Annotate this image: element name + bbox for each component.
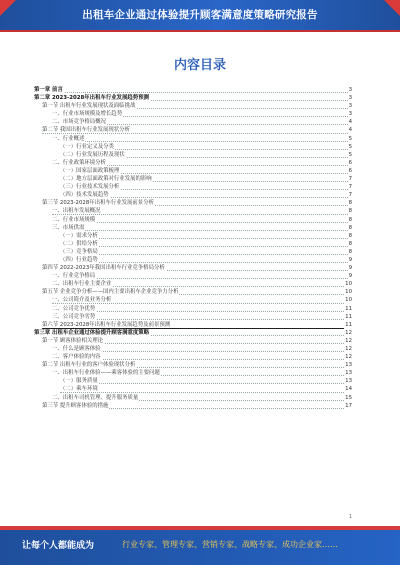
header-corner-left <box>0 0 16 16</box>
toc-entry-page: 10 <box>345 297 352 304</box>
toc-entry[interactable] <box>34 321 352 329</box>
toc-entry-page: 8 <box>348 240 352 247</box>
toc-entry-page: 6 <box>348 159 352 166</box>
toc-entry-title: 一、出租车发展概况 <box>52 208 101 215</box>
toc-entry-title: 第二章 2023-2028年出租车行业发展趋势预测 <box>34 95 149 102</box>
report-title: 出租车企业通过体验提升顾客满意度策略研究报告 <box>82 9 318 21</box>
toc-entry-page: 3 <box>348 87 352 93</box>
toc-entry-title: 第二节 出租车行业的客户体验现状分析 <box>42 362 136 369</box>
toc-leader <box>52 230 352 231</box>
toc-leader <box>52 278 352 279</box>
toc-entry-page: 13 <box>345 370 352 377</box>
toc-entry-page: 12 <box>345 346 352 352</box>
toc-entry[interactable] <box>34 151 352 159</box>
toc-entry-title: 一、行业竞争格局 <box>52 273 96 280</box>
toc-entry-page: 5 <box>348 135 352 142</box>
toc-leader <box>34 92 352 93</box>
toc-entry-page: 7 <box>348 192 352 199</box>
toc-entry-title: 第一节 顾客体验相关理论 <box>42 337 104 344</box>
toc-entry[interactable] <box>34 256 352 264</box>
toc-entry[interactable] <box>34 361 352 369</box>
toc-entry[interactable] <box>34 167 352 175</box>
toc-entry-page: 9 <box>348 265 352 272</box>
toc-entry-page: 3 <box>348 103 352 110</box>
toc-entry[interactable] <box>34 207 352 215</box>
toc-entry[interactable] <box>34 118 352 126</box>
toc-entry[interactable] <box>34 240 352 248</box>
toc-entry-title: （四）技术发展趋势 <box>60 192 109 199</box>
toc-entry-page: 5 <box>348 143 352 150</box>
toc-leader <box>60 383 352 384</box>
toc-entry[interactable] <box>34 191 352 199</box>
toc-entry[interactable] <box>34 313 352 321</box>
toc-entry[interactable] <box>34 199 352 207</box>
toc-entry-page: 13 <box>345 378 352 385</box>
toc-entry-title: 二、客户体验的内容 <box>52 354 101 361</box>
toc-entry-title: （二）地方层面政策对行业发展的影响 <box>60 176 152 183</box>
toc-entry[interactable] <box>34 232 352 240</box>
header-corner-right <box>384 0 400 16</box>
toc-entry-page: 10 <box>345 289 352 296</box>
toc-entry-page: 8 <box>348 248 352 255</box>
toc-entry-title: 一、行业市场规模及增长趋势 <box>52 111 123 118</box>
toc-entry-page: 7 <box>348 184 352 191</box>
toc-entry[interactable] <box>34 175 352 183</box>
toc-entry-page: 14 <box>345 386 352 393</box>
toc-entry-page: 6 <box>348 167 352 174</box>
toc-entry-page: 3 <box>348 95 352 102</box>
toc-entry-title: 一、出租车行业体验——乘客体验的主要问题 <box>52 370 160 377</box>
toc-entry[interactable] <box>34 280 352 288</box>
toc-entry[interactable] <box>34 377 352 385</box>
toc-entry-title: 第五节 企业竞争分析——国内主要出租车企业竞争力分析 <box>42 289 179 296</box>
toc-entry-title: 二、出租车行业主要企业 <box>52 281 112 288</box>
toc-entry[interactable] <box>34 385 352 393</box>
toc-entry-page: 8 <box>348 224 352 231</box>
toc-entry-title: 第三节 2023-2028年出租车行业发展前景分析 <box>42 200 154 207</box>
toc-entry-page: 12 <box>345 337 352 344</box>
toc-entry-title: 一、行业概述 <box>52 135 85 142</box>
toc-entry[interactable] <box>34 159 352 167</box>
toc-entry[interactable] <box>34 402 352 410</box>
toc-entry-title: （三）竞争格局 <box>60 248 98 255</box>
toc-entry-title: 第一章 前言 <box>34 87 63 93</box>
toc-entry-title: 二、出租车司机管理、提升服务质量 <box>52 394 139 401</box>
toc-entry-title: 第三节 提升顾客体验的措施 <box>42 402 109 409</box>
toc-entry[interactable] <box>34 337 352 345</box>
toc-entry[interactable] <box>34 135 352 143</box>
toc-leader <box>60 254 352 255</box>
toc-entry-page: 8 <box>348 216 352 223</box>
toc-leader <box>60 238 352 239</box>
toc-entry-title: 一、公司简介及业务分析 <box>52 297 112 304</box>
report-header <box>0 0 400 30</box>
toc-entry[interactable] <box>34 126 352 134</box>
toc-entry-page: 12 <box>345 329 352 336</box>
toc-entry-page: 3 <box>348 111 352 118</box>
toc-entry-title: 一、什么是顾客体验 <box>52 346 101 352</box>
toc-entry-title: （二）供给分析 <box>60 240 98 247</box>
toc-entry[interactable] <box>34 329 352 337</box>
toc-entry-title: 三、公司竞争劣势 <box>52 313 96 320</box>
toc-entry-title: （一）国家层面政策梳理 <box>60 167 120 174</box>
toc-entry-title: 二、行业市场规模 <box>52 216 96 223</box>
toc-entry-title: 第四节 2022-2023年我国出租车行业竞争格局分析 <box>42 265 165 272</box>
toc-leader <box>60 392 352 393</box>
toc-entry-page: 13 <box>345 362 352 369</box>
toc-entry-title: 二、行业政策环境分析 <box>52 159 106 166</box>
toc-entry-page: 4 <box>348 119 352 126</box>
toc-entry-title: 第一节 出租车行业发展现状及面临挑战 <box>42 103 136 110</box>
toc-entry-page: 8 <box>348 232 352 239</box>
toc-entry-page: 11 <box>345 305 352 312</box>
toc-entry[interactable] <box>34 102 352 110</box>
toc-entry-title: 二、公司竞争优势 <box>52 305 96 312</box>
toc-entry-page: 15 <box>345 394 352 401</box>
toc-entry[interactable] <box>34 248 352 256</box>
toc-entry-title: 三、市场供需 <box>52 224 85 231</box>
toc-entry[interactable] <box>34 183 352 191</box>
toc-entry[interactable] <box>34 369 352 377</box>
toc-entry-page: 11 <box>345 313 352 320</box>
toc-leader <box>52 311 352 312</box>
toc-entry-page: 7 <box>348 176 352 183</box>
toc-entry-page: 4 <box>348 127 352 134</box>
table-of-contents <box>34 86 352 410</box>
toc-entry-page: 9 <box>348 273 352 280</box>
toc-entry[interactable] <box>34 305 352 313</box>
toc-entry-title: （二）行业发展历程及现状 <box>60 151 125 158</box>
toc-entry-page: 10 <box>345 281 352 288</box>
toc-entry-title: 第三章 出租车企业通过体验提升顾客满意度策略 <box>34 329 150 336</box>
toc-entry[interactable] <box>34 94 352 102</box>
toc-leader <box>60 262 352 263</box>
toc-leader <box>52 141 352 142</box>
toc-entry-page: 5 <box>348 151 352 158</box>
toc-entry[interactable] <box>34 288 352 296</box>
footer-roles: 行业专家、管理专家、营销专家、战略专家、成功企业家…… <box>122 540 338 549</box>
toc-leader <box>52 319 352 320</box>
header-divider <box>0 30 400 32</box>
toc-entry[interactable] <box>34 296 352 304</box>
toc-entry-page: 17 <box>345 402 352 409</box>
toc-leader <box>60 246 352 247</box>
toc-entry-page: 12 <box>345 354 352 361</box>
toc-entry[interactable] <box>34 86 352 94</box>
toc-entry[interactable] <box>34 224 352 232</box>
toc-entry-title: （一）需求分析 <box>60 232 98 239</box>
footer-slogan: 让每个人都能成为 <box>22 541 95 551</box>
toc-entry-title: （一）行业定义及分类 <box>60 143 114 150</box>
toc-entry-page: 8 <box>348 200 352 207</box>
toc-entry-title: （四）行业趋势 <box>60 256 98 263</box>
toc-entry-page: 8 <box>348 208 352 215</box>
toc-leader <box>52 222 352 223</box>
toc-entry-title: 二、市场竞争格局概况 <box>52 119 106 126</box>
toc-entry-title: （一）服务质量 <box>60 378 98 385</box>
toc-entry[interactable] <box>34 345 352 353</box>
toc-entry[interactable] <box>34 216 352 224</box>
page-number: 1 <box>348 514 352 520</box>
toc-entry-title: 第六节 2023-2028年出租车行业发展趋势及前景预测 <box>42 321 171 328</box>
toc-entry[interactable] <box>34 264 352 272</box>
toc-entry-title: 第二节 我国出租车行业发展现状分析 <box>42 127 130 134</box>
toc-entry[interactable] <box>34 353 352 361</box>
toc-entry[interactable] <box>34 143 352 151</box>
toc-entry-title: （三）行业技术发展分析 <box>60 184 120 191</box>
toc-entry[interactable] <box>34 272 352 280</box>
toc-title: 内容目录 <box>173 58 226 73</box>
toc-entry-page: 11 <box>345 321 352 328</box>
toc-entry-title: （二）乘车环境 <box>60 386 98 393</box>
toc-entry-page: 9 <box>348 256 352 263</box>
toc-entry[interactable] <box>34 110 352 118</box>
toc-entry[interactable] <box>34 394 352 402</box>
